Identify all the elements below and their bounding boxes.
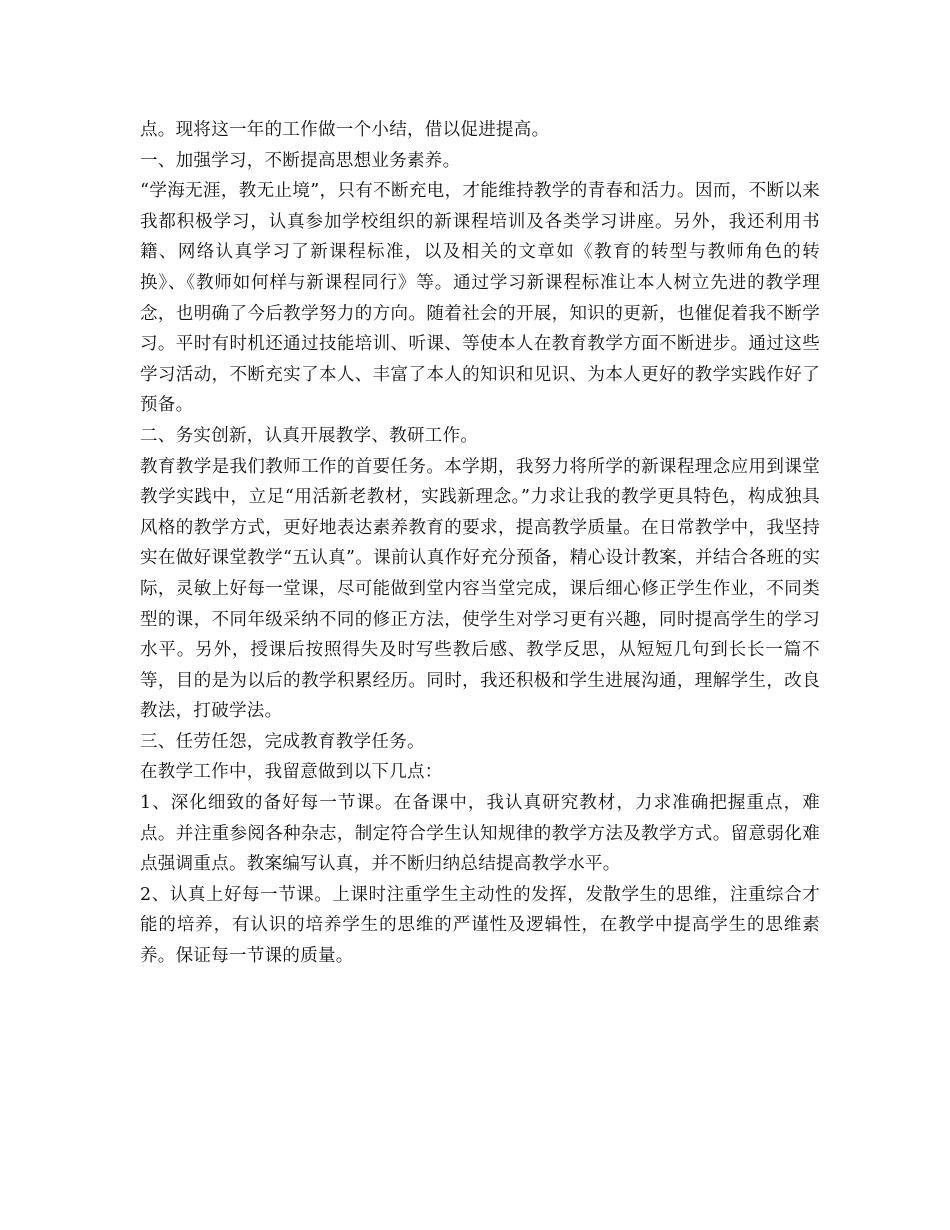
section-heading-2: 二、务实创新，认真开展教学、教研工作。 (140, 425, 479, 446)
paragraph-study: “学海无涯，教无止境”，只有不断充电，才能维持教学的青春和活力。因而，不断以来我都积极学习，认真参加学校组织的新课程培训及各类学习讲座。另外，我还利用书籍、网络认真学习了新课程标准，以及相关的文章如《教育的转型与教师角色的转换》、《教师如何样与新课程同行》等。通过学习新课程标准让本人树立先进的教学理念，也明确了今后教学努力的方向。随着社会的开展，知识的更新，也催促着我不断学习。平时有时机还通过技能培训、听课、等使本人在教育教学方面不断进步。通过这些学习活动，不断充实了本人、丰富了本人的知识和见识、为本人更好的教学实践作好了预备。 (140, 181, 820, 416)
section-heading-3: 三、任劳任怨，完成教育教学任务。 (140, 731, 425, 752)
section-heading-1: 一、加强学习，不断提高思想业务素养。 (140, 150, 461, 171)
list-item-2: 2、认真上好每一节课。上课时注重学生主动性的发挥，发散学生的思维，注重综合才能的培养，有认识的培养学生的思维的严谨性及逻辑性，在教学中提高学生的思维素养。保证每一节课的质量。 (140, 884, 820, 967)
paragraph-teaching: 教育教学是我们教师工作的首要任务。本学期，我努力将所学的新课程理念应用到课堂教学实践中，立足“用活新老教材，实践新理念。”力求让我的教学更具特色，构成独具风格的教学方式，更好地表达素养教育的要求，提高教学质量。在日常教学中，我坚持实在做好课堂教学“五认真”。课前认真作好充分预备，精心设计教案，并结合各班的实际，灵敏上好每一堂课，尽可能做到堂内容当堂完成，课后细心修正学生作业，不同类型的课，不同年级采纳不同的修正方法，使学生对学习更有兴趣，同时提高学生的学习水平。另外，授课后按照得失及时写些教后感、教学反思，从短短几句到长长一篇不等，目的是为以后的教学积累经历。同时，我还积极和学生进展沟通，理解学生，改良教法，打破学法。 (140, 456, 820, 722)
paragraph-intro-continuation: 点。现将这一年的工作做一个小结，借以促进提高。 (140, 120, 550, 140)
list-item-1: 1、深化细致的备好每一节课。在备课中，我认真研究教材，力求准确把握重点，难点。并注重参阅各种杂志，制定符合学生认知规律的教学方法及教学方式。留意弱化难点强调重点。教案编写认真，并不断归纳总结提高教学水平。 (140, 793, 820, 875)
document-body (140, 115, 820, 972)
paragraph-points-intro: 在教学工作中，我留意做到以下几点： (140, 762, 443, 783)
